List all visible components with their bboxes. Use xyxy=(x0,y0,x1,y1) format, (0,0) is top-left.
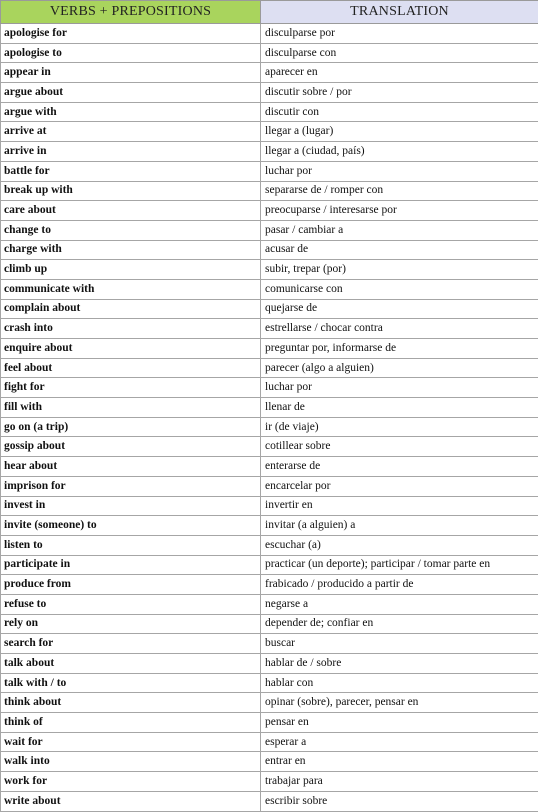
translation-cell: estrellarse / chocar contra xyxy=(261,319,538,339)
translation-cell: quejarse de xyxy=(261,299,538,319)
translation-cell: invertir en xyxy=(261,496,538,516)
table-body xyxy=(1,24,538,812)
table-row xyxy=(1,772,538,792)
table-row xyxy=(1,83,538,103)
table-row xyxy=(1,24,538,44)
table-row xyxy=(1,378,538,398)
translation-cell: pensar en xyxy=(261,713,538,733)
table-row xyxy=(1,457,538,477)
table-row xyxy=(1,63,538,83)
verb-cell: care about xyxy=(1,201,261,221)
table-row xyxy=(1,693,538,713)
table-row xyxy=(1,181,538,201)
table-row xyxy=(1,279,538,299)
translation-cell: encarcelar por xyxy=(261,476,538,496)
verb-cell: talk with / to xyxy=(1,673,261,693)
translation-cell: comunicarse con xyxy=(261,279,538,299)
translation-cell: hablar de / sobre xyxy=(261,654,538,674)
table-row xyxy=(1,673,538,693)
translation-cell: negarse a xyxy=(261,594,538,614)
verb-cell: wait for xyxy=(1,732,261,752)
header-verbs: VERBS + PREPOSITIONS xyxy=(1,1,261,24)
verb-cell: search for xyxy=(1,634,261,654)
verb-cell: imprison for xyxy=(1,476,261,496)
translation-cell: preocuparse / interesarse por xyxy=(261,201,538,221)
verb-cell: work for xyxy=(1,772,261,792)
verb-cell: apologise for xyxy=(1,24,261,44)
translation-cell: buscar xyxy=(261,634,538,654)
verb-cell: think of xyxy=(1,713,261,733)
verb-cell: participate in xyxy=(1,555,261,575)
table-row xyxy=(1,614,538,634)
verb-cell: enquire about xyxy=(1,339,261,359)
verb-cell: refuse to xyxy=(1,594,261,614)
table-row xyxy=(1,791,538,811)
table-row xyxy=(1,299,538,319)
translation-cell: frabicado / producido a partir de xyxy=(261,575,538,595)
verb-cell: arrive at xyxy=(1,122,261,142)
translation-cell: escuchar (a) xyxy=(261,535,538,555)
verb-cell: apologise to xyxy=(1,43,261,63)
table-row xyxy=(1,142,538,162)
table-row xyxy=(1,220,538,240)
verb-cell: crash into xyxy=(1,319,261,339)
translation-cell: parecer (algo a alguien) xyxy=(261,358,538,378)
table-row xyxy=(1,594,538,614)
verb-cell: think about xyxy=(1,693,261,713)
translation-cell: opinar (sobre), parecer, pensar en xyxy=(261,693,538,713)
verb-cell: climb up xyxy=(1,260,261,280)
translation-cell: acusar de xyxy=(261,240,538,260)
table-row xyxy=(1,713,538,733)
translation-cell: disculparse por xyxy=(261,24,538,44)
translation-cell: escribir sobre xyxy=(261,791,538,811)
verb-cell: invest in xyxy=(1,496,261,516)
verb-cell: fill with xyxy=(1,398,261,418)
verb-cell: appear in xyxy=(1,63,261,83)
table-row xyxy=(1,535,538,555)
translation-cell: discutir con xyxy=(261,102,538,122)
translation-cell: preguntar por, informarse de xyxy=(261,339,538,359)
verb-cell: write about xyxy=(1,791,261,811)
table-row xyxy=(1,634,538,654)
translation-cell: llenar de xyxy=(261,398,538,418)
verb-cell: talk about xyxy=(1,654,261,674)
translation-cell: disculparse con xyxy=(261,43,538,63)
verb-cell: go on (a trip) xyxy=(1,417,261,437)
table-row xyxy=(1,260,538,280)
table-row xyxy=(1,43,538,63)
translation-cell: subir, trepar (por) xyxy=(261,260,538,280)
verb-cell: rely on xyxy=(1,614,261,634)
translation-cell: ir (de viaje) xyxy=(261,417,538,437)
verb-cell: charge with xyxy=(1,240,261,260)
translation-cell: llegar a (ciudad, país) xyxy=(261,142,538,162)
translation-cell: invitar (a alguien) a xyxy=(261,516,538,536)
translation-cell: llegar a (lugar) xyxy=(261,122,538,142)
verb-cell: gossip about xyxy=(1,437,261,457)
verb-cell: hear about xyxy=(1,457,261,477)
verb-cell: complain about xyxy=(1,299,261,319)
header-row xyxy=(1,1,538,24)
header-translation: TRANSLATION xyxy=(261,1,538,24)
table-row xyxy=(1,437,538,457)
translation-cell: hablar con xyxy=(261,673,538,693)
translation-cell: cotillear sobre xyxy=(261,437,538,457)
verb-cell: arrive in xyxy=(1,142,261,162)
verb-cell: communicate with xyxy=(1,279,261,299)
translation-cell: separarse de / romper con xyxy=(261,181,538,201)
translation-cell: luchar por xyxy=(261,161,538,181)
verb-cell: argue about xyxy=(1,83,261,103)
table-row xyxy=(1,752,538,772)
verb-cell: break up with xyxy=(1,181,261,201)
verb-cell: walk into xyxy=(1,752,261,772)
table-row xyxy=(1,339,538,359)
translation-cell: practicar (un deporte); participar / tomar parte en xyxy=(261,555,538,575)
table-row xyxy=(1,417,538,437)
translation-cell: aparecer en xyxy=(261,63,538,83)
verb-cell: fight for xyxy=(1,378,261,398)
table-row xyxy=(1,201,538,221)
verb-cell: feel about xyxy=(1,358,261,378)
translation-cell: entrar en xyxy=(261,752,538,772)
verb-cell: argue with xyxy=(1,102,261,122)
table-row xyxy=(1,102,538,122)
translation-cell: enterarse de xyxy=(261,457,538,477)
translation-cell: esperar a xyxy=(261,732,538,752)
table-row xyxy=(1,732,538,752)
table-row xyxy=(1,516,538,536)
verb-cell: produce from xyxy=(1,575,261,595)
table-row xyxy=(1,555,538,575)
table-row xyxy=(1,122,538,142)
translation-cell: trabajar para xyxy=(261,772,538,792)
table-row xyxy=(1,496,538,516)
table-row xyxy=(1,319,538,339)
verb-cell: battle for xyxy=(1,161,261,181)
translation-cell: discutir sobre / por xyxy=(261,83,538,103)
table-row xyxy=(1,358,538,378)
table-row xyxy=(1,161,538,181)
table-row xyxy=(1,476,538,496)
table-row xyxy=(1,654,538,674)
translation-cell: luchar por xyxy=(261,378,538,398)
translation-cell: depender de; confiar en xyxy=(261,614,538,634)
translation-cell: pasar / cambiar a xyxy=(261,220,538,240)
table-row xyxy=(1,240,538,260)
table-row xyxy=(1,575,538,595)
table-row xyxy=(1,398,538,418)
verb-cell: change to xyxy=(1,220,261,240)
verb-cell: listen to xyxy=(1,535,261,555)
verb-cell: invite (someone) to xyxy=(1,516,261,536)
